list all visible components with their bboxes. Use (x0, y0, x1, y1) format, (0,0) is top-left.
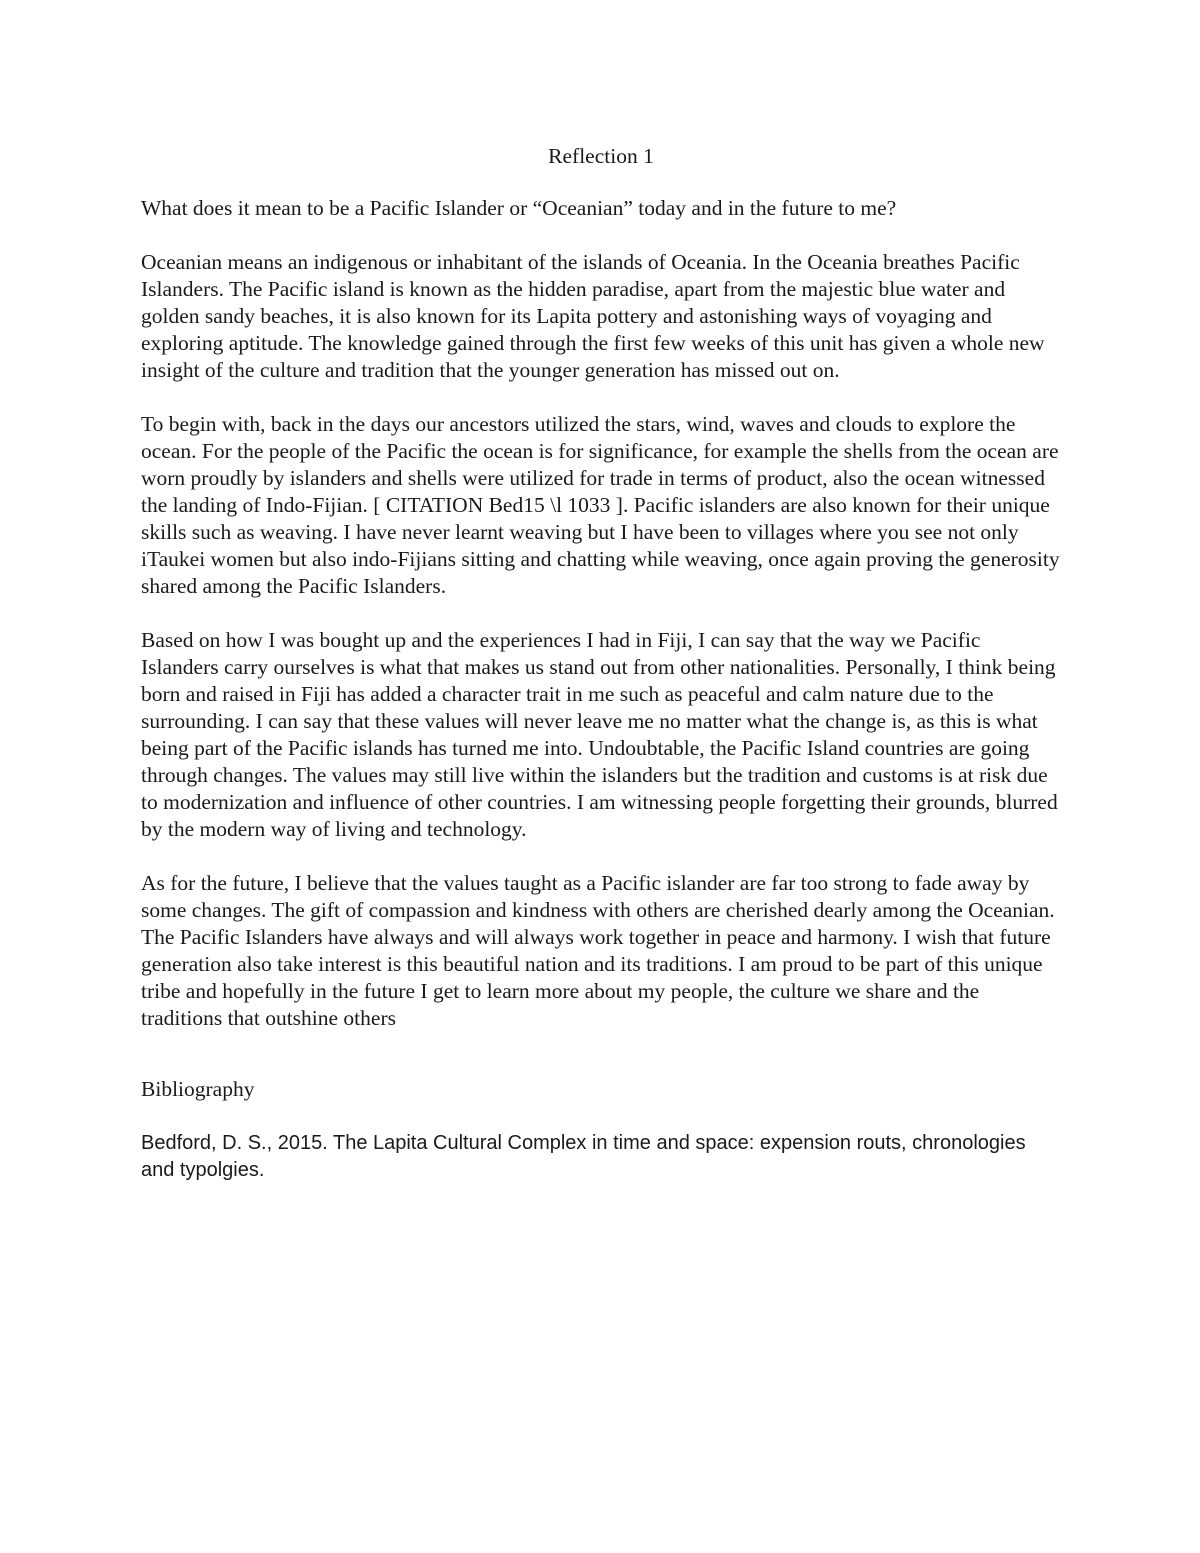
paragraph-3: Based on how I was bought up and the experiences I had in Fiji, I can say that the way we Pacific Islanders carry ourselves is what that makes us stand out from other nationalities. Personally, I think being born and raised in Fiji has added a character trait in me such as peaceful and calm nature due to the surrounding. I can say that these values will never leave me no matter what the change is, as this is what being part of the Pacific islands has turned me into. Undoubtable, the Pacific Island countries are going through changes. The values may still live within the islanders but the tradition and customs is at risk due to modernization and influence of other countries. I am witnessing people forgetting their grounds, blurred by the modern way of living and technology. (141, 628, 1058, 841)
document-title: Reflection 1 (548, 144, 654, 168)
document-body (141, 143, 1061, 1184)
paragraph-4: As for the future, I believe that the values taught as a Pacific islander are far too strong to fade away by some changes. The gift of compassion and kindness with others are cherished dearly among the Oceanian. The Pacific Islanders have always and will always work together in peace and harmony. I wish that future generation also take interest is this beautiful nation and its traditions. I am proud to be part of this unique tribe and hopefully in the future I get to learn more about my people, the culture we share and the traditions that outshine others (141, 871, 1055, 1030)
bibliography-heading: Bibliography (141, 1077, 255, 1101)
reference-1: Bedford, D. S., 2015. The Lapita Cultural Complex in time and space: expension routs, chronologies and typolgies. (141, 1132, 1026, 1181)
paragraph-1: Oceanian means an indigenous or inhabitant of the islands of Oceania. In the Oceania breathes Pacific Islanders. The Pacific island is known as the hidden paradise, apart from the majestic blue water and golden sandy beaches, it is also known for its Lapita pottery and astonishing ways of voyaging and exploring aptitude. The knowledge gained through the first few weeks of this unit has given a whole new insight of the culture and tradition that the younger generation has missed out on. (141, 250, 1045, 382)
reflection-question: What does it mean to be a Pacific Islander or “Oceanian” today and in the future to me? (141, 196, 897, 220)
paragraph-2: To begin with, back in the days our ancestors utilized the stars, wind, waves and clouds to explore the ocean. For the people of the Pacific the ocean is for significance, for example the shells from the ocean are worn proudly by islanders and shells were utilized for trade in terms of product, also the ocean witnessed the landing of Indo-Fijian. [ CITATION Bed15 \l 1033 ]. Pacific islanders are also known for their unique skills such as weaving. I have never learnt weaving but I have been to villages where you see not only iTaukei women but also indo-Fijians sitting and chatting while weaving, once again proving the generosity shared among the Pacific Islanders. (141, 412, 1060, 598)
